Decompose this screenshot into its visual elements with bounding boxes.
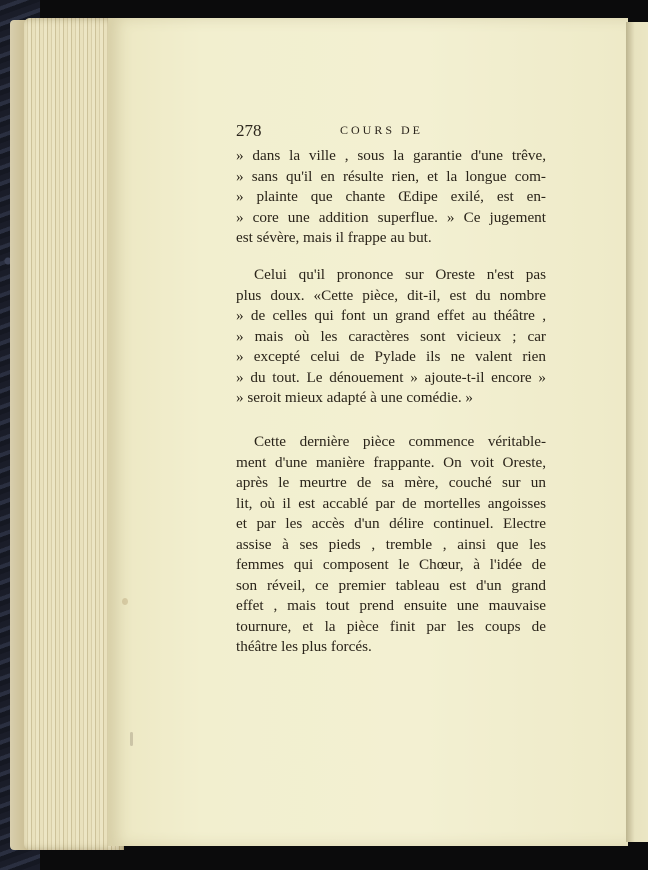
text-line: Celui qu'il prononce sur Oreste n'est pas [254, 266, 546, 283]
paragraph-1 [236, 146, 546, 249]
text-line: » sans qu'il en résulte rien, et la longue com- [236, 167, 546, 185]
text-line: lit, où il est accablé par de mortelles angoisses [236, 494, 546, 512]
running-title: COURS DE [340, 123, 424, 137]
text-line: » seroit mieux adapté à une comédie. » [236, 389, 474, 406]
text-line: après le meurtre de sa mère, couché sur un [236, 474, 546, 491]
text-line: théâtre les plus forcés. [236, 638, 372, 655]
paragraph-2 [236, 265, 546, 409]
text-line: ment d'une manière frappante. On voit Oreste, [236, 453, 546, 471]
text-line: assise à ses pieds , tremble , ainsi que les [236, 535, 546, 553]
text-line: » plainte que chante Œdipe exilé, est en- [236, 188, 546, 205]
text-line: » dans la ville , sous la garantie d'une trêve, [236, 147, 546, 164]
text-line: » excepté celui de Pylade ils ne valent rien [236, 348, 546, 365]
text-line: » du tout. Le dénouement » ajoute-t-il encore » [236, 368, 546, 386]
text-line: » core une addition superflue. » Ce jugement [236, 208, 546, 226]
text-line: plus doux. «Cette pièce, dit-il, est du nombre [236, 286, 546, 304]
paragraph-3 [236, 432, 546, 658]
text-line: » de celles qui font un grand effet au théâtre , [236, 307, 546, 324]
page-number: 278 [236, 121, 262, 140]
facing-page-edge [626, 22, 648, 842]
running-head [236, 121, 546, 141]
text-line: » mais où les caractères sont vicieux ; car [236, 327, 546, 345]
text-line: effet , mais tout prend ensuite une mauvaise [236, 597, 546, 614]
text-line: tournure, et la pièce finit par les coups de [236, 617, 546, 635]
text-line: femmes qui composent le Chœur, à l'idée de [236, 556, 546, 573]
foxing-spot [130, 732, 133, 746]
text-line: et par les accès d'un délire continuel. Electre [236, 515, 546, 532]
text-line: Cette dernière pièce commence véritable- [254, 433, 546, 450]
text-line: son réveil, ce premier tableau est d'un grand [236, 576, 546, 594]
text-line: est sévère, mais il frappe au but. [236, 229, 432, 246]
foxing-spot [122, 598, 128, 605]
